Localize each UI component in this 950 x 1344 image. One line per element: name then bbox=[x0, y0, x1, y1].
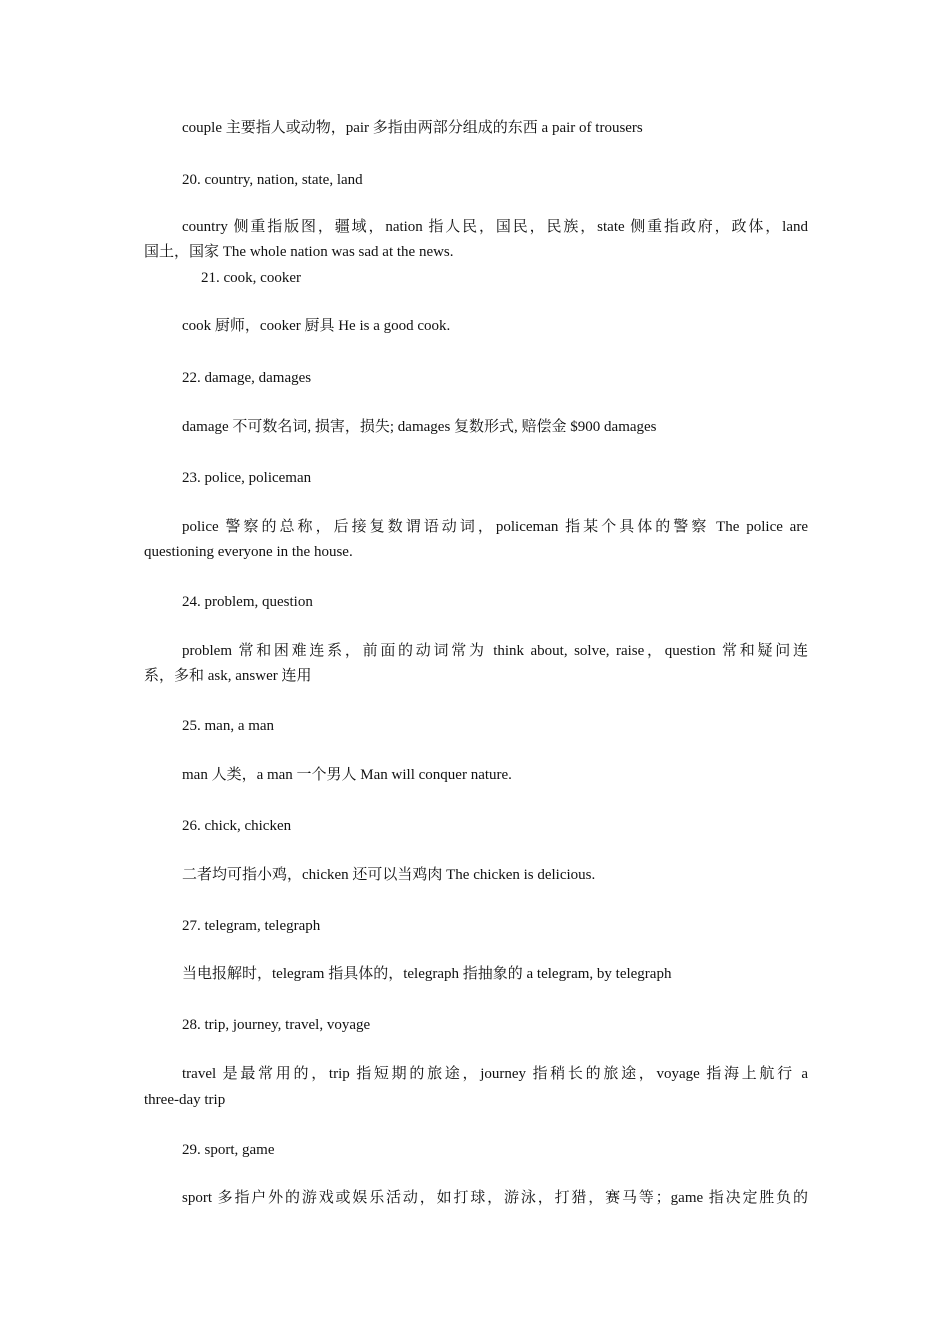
heading-25: 25. man, a man bbox=[182, 718, 275, 734]
paragraph-man: man 人类，a man 一个男人 Man will conquer nature. bbox=[182, 767, 512, 783]
heading-22: 22. damage, damages bbox=[182, 370, 312, 386]
heading-21: 21. cook, cooker bbox=[201, 270, 301, 286]
heading-26: 26. chick, chicken bbox=[182, 818, 292, 834]
paragraph-problem-line-2: 系，多和 ask, answer 连用 bbox=[144, 668, 312, 684]
paragraph-couple-pair: couple 主要指人或动物，pair 多指由两部分组成的东西 a pair of trousers bbox=[182, 120, 643, 136]
heading-27: 27. telegram, telegraph bbox=[182, 918, 321, 934]
paragraph-damage: damage 不可数名词, 损害，损失; damages 复数形式, 赔偿金 $900 damages bbox=[182, 419, 657, 435]
paragraph-problem-line-1: problem 常和困难连系，前面的动词常为 think about, solve, raise，question 常和疑问连 bbox=[182, 643, 808, 659]
paragraph-country-line-1: country 侧重指版图，疆域，nation 指人民，国民，民族，state 侧重指政府，政体，land bbox=[182, 219, 808, 235]
paragraph-sport-line-1: sport 多指户外的游戏或娱乐活动，如打球，游泳，打猎，赛马等；game 指决定胜负的 bbox=[182, 1190, 808, 1206]
paragraph-trip-line-1: travel 是最常用的，trip 指短期的旅途，journey 指稍长的旅途，voyage 指海上航行 a bbox=[182, 1066, 808, 1082]
paragraph-cook: cook 厨师，cooker 厨具 He is a good cook. bbox=[182, 318, 451, 334]
paragraph-trip-line-2: three-day trip bbox=[144, 1092, 226, 1108]
heading-29: 29. sport, game bbox=[182, 1142, 275, 1158]
heading-23: 23. police, policeman bbox=[182, 470, 312, 486]
heading-20: 20. country, nation, state, land bbox=[182, 172, 363, 188]
heading-28: 28. trip, journey, travel, voyage bbox=[182, 1017, 371, 1033]
paragraph-police-line-2: questioning everyone in the house. bbox=[144, 544, 353, 560]
paragraph-telegram: 当电报解时，telegram 指具体的，telegraph 指抽象的 a telegram, by telegraph bbox=[182, 966, 672, 982]
heading-24: 24. problem, question bbox=[182, 594, 313, 610]
paragraph-police-line-1: police 警察的总称，后接复数谓语动词，policeman 指某个具体的警察 The police are bbox=[182, 519, 808, 535]
paragraph-country-line-2: 国土，国家 The whole nation was sad at the news. bbox=[144, 244, 454, 260]
paragraph-chick: 二者均可指小鸡，chicken 还可以当鸡肉 The chicken is delicious. bbox=[182, 867, 596, 883]
